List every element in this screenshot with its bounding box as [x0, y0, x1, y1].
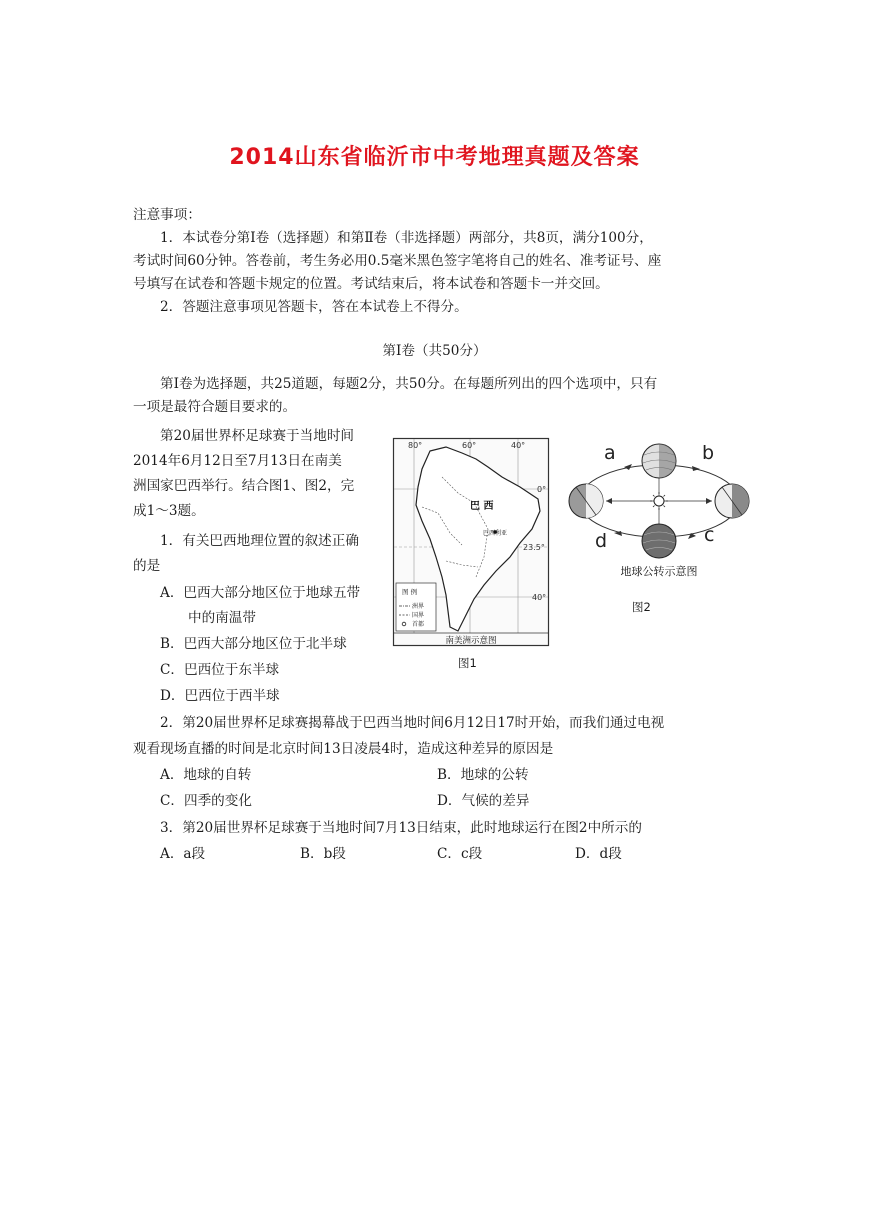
legend-capital: 首都: [412, 621, 425, 628]
label-brazil: 巴 西: [470, 501, 494, 512]
label-capital: 巴西利亚: [483, 530, 508, 537]
q2-option-c: C．四季的变化: [160, 793, 252, 809]
notice-item-1-line-2: 考试时间60分钟。答卷前，考生务必用0.5毫米黑色签字笔将自己的姓名、准考证号、座: [133, 253, 662, 269]
context-line-2: 2014年6月12日至7月13日在南美: [133, 453, 342, 469]
context-line-4: 成1～3题。: [133, 503, 205, 519]
q2-stem-line-1: 2．第20届世界杯足球赛揭幕战于巴西当地时间6月12日17时开始，而我们通过电视: [160, 715, 665, 731]
legend-title: 图 例: [402, 588, 418, 596]
q3-option-d: D．d段: [575, 846, 622, 862]
q1-option-b: B．巴西大部分地区位于北半球: [160, 636, 347, 652]
earth-bottom: [642, 524, 676, 558]
q2-option-b: B．地球的公转: [437, 767, 529, 783]
q3-stem: 3．第20届世界杯足球赛于当地时间7月13日结束，此时地球运行在图2中所示的: [160, 820, 642, 836]
label-lon-80: 80°: [408, 441, 423, 450]
q2-stem-line-2: 观看现场直播的时间是北京时间13日凌晨4时，造成这种差异的原因是: [133, 741, 554, 757]
q2-option-d: D．气候的差异: [437, 793, 530, 809]
legend-border: 国界: [412, 612, 425, 619]
notice-item-1-line-3: 号填写在试卷和答题卡规定的位置。考试结束后，将本试卷和答题卡一并交回。: [133, 276, 609, 292]
label-lat-0: 0°: [537, 485, 547, 494]
label-lon-40: 40°: [511, 441, 526, 450]
q1-option-d: D．巴西位于西半球: [160, 688, 280, 704]
section-title: 第Ⅰ卷（共50分）: [382, 343, 487, 359]
orbit-arrow-b: [692, 466, 700, 471]
notice-item-2: 2．答题注意事项见答题卡，答在本试卷上不得分。: [160, 299, 468, 315]
q3-option-a: A．a段: [160, 846, 206, 862]
q3-option-c: C．c段: [437, 846, 483, 862]
sun-icon: [654, 496, 664, 506]
label-lat-40: 40°: [532, 593, 547, 602]
legend-continent: 洲界: [412, 603, 425, 610]
earth-top-shadow: [659, 444, 676, 478]
label-lat-23-5: 23.5°: [523, 543, 545, 552]
segment-label-a: a: [604, 442, 616, 464]
sun-arrow-left: [606, 498, 612, 504]
label-lon-60: 60°: [462, 441, 477, 450]
context-line-3: 洲国家巴西举行。结合图1、图2，完: [133, 478, 355, 494]
notice-heading: 注意事项：: [133, 207, 201, 223]
segment-label-c: c: [704, 524, 715, 546]
figure-2-caption: 图2: [632, 600, 651, 614]
diagram-title: 地球公转示意图: [620, 565, 698, 578]
q1-stem-line-2: 的是: [133, 558, 161, 574]
segment-label-b: b: [702, 442, 715, 464]
page-title: 2014山东省临沂市中考地理真题及答案: [229, 145, 640, 170]
section-intro-line-2: 一项是最符合题目要求的。: [133, 399, 297, 415]
segment-label-d: d: [595, 530, 608, 552]
figure-2-diagram: [564, 437, 756, 583]
q3-option-b: B．b段: [300, 846, 346, 862]
figure-1-map: [392, 437, 550, 647]
q2-option-a: A．地球的自转: [160, 767, 252, 783]
notice-item-1-line-1: 1．本试卷分第Ⅰ卷（选择题）和第Ⅱ卷（非选择题）两部分，共8页，满分100分，: [160, 230, 653, 246]
figure-1-caption: 图1: [458, 656, 477, 670]
q1-option-a-line-1: A．巴西大部分地区位于地球五带: [160, 585, 361, 601]
map-title: 南美洲示意图: [445, 636, 497, 646]
q1-option-a-line-2: 中的南温带: [188, 610, 256, 626]
earth-revolution-svg: [564, 437, 756, 583]
q1-option-c: C．巴西位于东半球: [160, 662, 280, 678]
south-america-map-svg: [392, 437, 550, 647]
q1-stem-line-1: 1．有关巴西地理位置的叙述正确: [160, 533, 359, 549]
sun-arrow-right: [706, 498, 712, 504]
orbit-arrow-c: [688, 533, 696, 539]
context-line-1: 第20届世界杯足球赛于当地时间: [160, 428, 355, 444]
section-intro-line-1: 第Ⅰ卷为选择题，共25道题，每题2分，共50分。在每题所列出的四个选项中，只有: [160, 376, 658, 392]
